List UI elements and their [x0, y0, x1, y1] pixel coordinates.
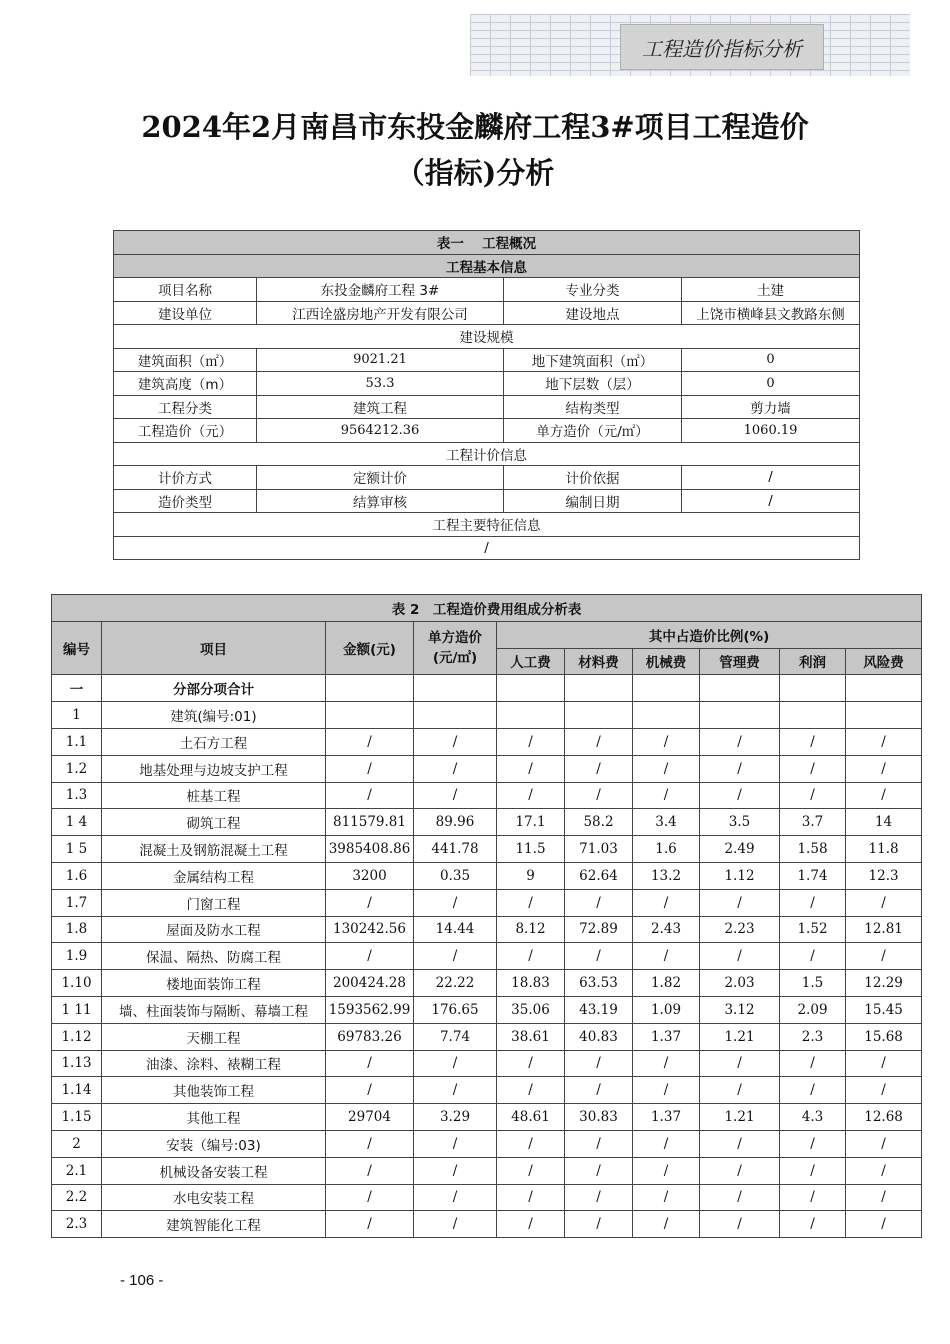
field-value: /	[682, 466, 860, 490]
row-value: /	[633, 1184, 700, 1211]
row-value	[414, 702, 497, 729]
field-label: 项目名称	[114, 278, 257, 302]
page-number: - 106 -	[120, 1272, 164, 1289]
row-value: 1.21	[700, 1104, 780, 1131]
row-number: 2.1	[52, 1157, 102, 1184]
row-value: 30.83	[565, 1104, 633, 1131]
row-item-name: 桩基工程	[102, 782, 326, 809]
overview-row	[114, 301, 860, 325]
row-value: /	[565, 943, 633, 970]
row-value: /	[780, 1211, 846, 1238]
row-value: /	[497, 1077, 565, 1104]
field-value: 江西诠盛房地产开发有限公司	[257, 301, 504, 325]
field-value: 上饶市横峰县文教路东侧	[682, 301, 860, 325]
row-value: 1.82	[633, 970, 700, 997]
row-value: /	[414, 782, 497, 809]
field-value: 9021.21	[257, 348, 504, 372]
row-value: 2.3	[780, 1023, 846, 1050]
row-value: /	[326, 1050, 414, 1077]
row-value: 11.8	[846, 836, 922, 863]
row-value: /	[414, 1050, 497, 1077]
row-value: 176.65	[414, 996, 497, 1023]
row-number: 2.3	[52, 1211, 102, 1238]
row-value: /	[780, 943, 846, 970]
row-number: 一	[52, 675, 102, 702]
row-value: /	[846, 1211, 922, 1238]
row-value: 11.5	[497, 836, 565, 863]
row-value: /	[700, 1211, 780, 1238]
table-row	[52, 1077, 922, 1104]
field-value: 53.3	[257, 372, 504, 396]
row-value: 18.83	[497, 970, 565, 997]
row-value: 9	[497, 862, 565, 889]
row-value: /	[414, 1184, 497, 1211]
row-item-name: 其他装饰工程	[102, 1077, 326, 1104]
row-value: /	[497, 1130, 565, 1157]
table1-basic-info-header: 工程基本信息	[114, 254, 860, 278]
row-value: /	[326, 889, 414, 916]
table-row	[52, 1130, 922, 1157]
row-value: /	[326, 728, 414, 755]
field-label: 造价类型	[114, 489, 257, 513]
row-value: 38.61	[497, 1023, 565, 1050]
row-number: 1.14	[52, 1077, 102, 1104]
col-header-item: 项目	[102, 621, 326, 675]
row-value: /	[414, 943, 497, 970]
row-number: 1 4	[52, 809, 102, 836]
field-label: 专业分类	[504, 278, 682, 302]
row-item-name: 分部分项合计	[102, 675, 326, 702]
row-value: /	[780, 755, 846, 782]
row-number: 2.2	[52, 1184, 102, 1211]
row-value: 1.74	[780, 862, 846, 889]
row-item-name: 金属结构工程	[102, 862, 326, 889]
table-row	[52, 889, 922, 916]
row-value: /	[497, 1157, 565, 1184]
row-value	[846, 702, 922, 729]
col-header-risk: 风险费	[846, 648, 922, 675]
field-label: 建设单位	[114, 301, 257, 325]
project-overview-table	[113, 230, 860, 560]
row-number: 1.13	[52, 1050, 102, 1077]
row-value: 1593562.99	[326, 996, 414, 1023]
row-value: 2.43	[633, 916, 700, 943]
row-item-name: 砌筑工程	[102, 809, 326, 836]
table-row	[52, 675, 922, 702]
row-value: /	[414, 889, 497, 916]
row-value: /	[846, 728, 922, 755]
row-item-name: 地基处理与边坡支护工程	[102, 755, 326, 782]
row-value: /	[414, 1077, 497, 1104]
row-value: 35.06	[497, 996, 565, 1023]
row-value: /	[497, 755, 565, 782]
row-value: 89.96	[414, 809, 497, 836]
row-value: /	[497, 943, 565, 970]
row-value: /	[633, 755, 700, 782]
row-value: /	[497, 782, 565, 809]
row-number: 1.6	[52, 862, 102, 889]
row-value: /	[846, 1184, 922, 1211]
row-value: 3.12	[700, 996, 780, 1023]
field-label: 工程分类	[114, 395, 257, 419]
row-item-name: 门窗工程	[102, 889, 326, 916]
row-value: 3.5	[700, 809, 780, 836]
row-number: 1	[52, 702, 102, 729]
unit-cost-label: 单方造价	[428, 630, 482, 647]
table-row	[52, 943, 922, 970]
field-label: 建设地点	[504, 301, 682, 325]
field-label: 计价方式	[114, 466, 257, 490]
row-value	[565, 675, 633, 702]
row-value: /	[846, 782, 922, 809]
row-value	[780, 702, 846, 729]
col-header-no: 编号	[52, 621, 102, 675]
row-value: /	[497, 1211, 565, 1238]
table-row	[52, 782, 922, 809]
row-value: /	[326, 1184, 414, 1211]
row-value	[497, 702, 565, 729]
row-value: 71.03	[565, 836, 633, 863]
row-item-name: 机械设备安装工程	[102, 1157, 326, 1184]
table-row	[52, 702, 922, 729]
row-value: 3985408.86	[326, 836, 414, 863]
row-value: /	[497, 1184, 565, 1211]
row-value	[633, 675, 700, 702]
row-value: /	[633, 728, 700, 755]
overview-row	[114, 395, 860, 419]
col-header-material: 材料费	[565, 648, 633, 675]
row-value: /	[700, 1050, 780, 1077]
col-header-management: 管理费	[700, 648, 780, 675]
row-value: 72.89	[565, 916, 633, 943]
row-value	[700, 675, 780, 702]
col-header-profit: 利润	[780, 648, 846, 675]
row-value: 43.19	[565, 996, 633, 1023]
row-value	[633, 702, 700, 729]
row-value: /	[326, 782, 414, 809]
row-number: 1.12	[52, 1023, 102, 1050]
col-header-amount: 金额(元)	[326, 621, 414, 675]
row-value: 29704	[326, 1104, 414, 1131]
row-item-name: 土石方工程	[102, 728, 326, 755]
row-number: 1.2	[52, 755, 102, 782]
table-row	[52, 996, 922, 1023]
row-value: /	[633, 1050, 700, 1077]
col-header-ratio: 其中占造价比例(%)	[497, 621, 922, 648]
row-value: /	[414, 755, 497, 782]
row-value	[326, 702, 414, 729]
table1-scale-header: 建设规模	[114, 325, 860, 349]
row-number: 1.15	[52, 1104, 102, 1131]
row-value: /	[700, 1130, 780, 1157]
row-value: /	[565, 1184, 633, 1211]
row-value: /	[565, 1050, 633, 1077]
row-value: /	[633, 782, 700, 809]
row-value: /	[700, 782, 780, 809]
table-row	[52, 1104, 922, 1131]
row-value: 14.44	[414, 916, 497, 943]
row-value: 14	[846, 809, 922, 836]
overview-row	[114, 278, 860, 302]
row-value: /	[326, 1130, 414, 1157]
row-value: /	[700, 1157, 780, 1184]
row-value: 62.64	[565, 862, 633, 889]
table-row	[52, 862, 922, 889]
row-value: /	[700, 889, 780, 916]
table-row	[52, 836, 922, 863]
row-value	[700, 702, 780, 729]
field-value: 0	[682, 348, 860, 372]
row-value: 1.6	[633, 836, 700, 863]
table-row	[52, 728, 922, 755]
row-value: /	[780, 728, 846, 755]
row-value	[326, 675, 414, 702]
row-value: 3200	[326, 862, 414, 889]
field-value: 结算审核	[257, 489, 504, 513]
row-value: /	[565, 728, 633, 755]
row-value: /	[565, 1211, 633, 1238]
overview-row	[114, 466, 860, 490]
row-value: /	[780, 889, 846, 916]
table-row	[52, 1023, 922, 1050]
row-value: /	[846, 1130, 922, 1157]
row-value: /	[633, 1157, 700, 1184]
row-value: 1.12	[700, 862, 780, 889]
row-value: 3.29	[414, 1104, 497, 1131]
row-value: /	[780, 1077, 846, 1104]
row-number: 1.8	[52, 916, 102, 943]
row-value: /	[565, 1130, 633, 1157]
row-number: 1.7	[52, 889, 102, 916]
row-value: 200424.28	[326, 970, 414, 997]
overview-row	[114, 489, 860, 513]
row-value: /	[497, 728, 565, 755]
page-title-line1: 2024年2月南昌市东投金麟府工程3#项目工程造价	[141, 110, 809, 144]
row-value: /	[326, 755, 414, 782]
row-value: /	[497, 889, 565, 916]
row-value: /	[326, 943, 414, 970]
field-label: 建筑面积（㎡）	[114, 348, 257, 372]
field-label: 建筑高度（m）	[114, 372, 257, 396]
row-value: 2.23	[700, 916, 780, 943]
row-value: 0.35	[414, 862, 497, 889]
table1-pricing-header: 工程计价信息	[114, 442, 860, 466]
row-value: 2.09	[780, 996, 846, 1023]
field-value: 9564212.36	[257, 419, 504, 443]
col-header-labor: 人工费	[497, 648, 565, 675]
row-value: /	[414, 1211, 497, 1238]
row-value: /	[414, 728, 497, 755]
row-value: /	[414, 1130, 497, 1157]
row-value: 4.3	[780, 1104, 846, 1131]
page-title-line2: （指标)分析	[395, 156, 555, 190]
row-value	[414, 675, 497, 702]
table-row	[52, 970, 922, 997]
table2-caption: 表 2 工程造价费用组成分析表	[52, 595, 922, 622]
row-value: /	[846, 755, 922, 782]
row-value: /	[780, 782, 846, 809]
row-value: 1.5	[780, 970, 846, 997]
field-label: 编制日期	[504, 489, 682, 513]
row-number: 1.9	[52, 943, 102, 970]
row-value: 15.45	[846, 996, 922, 1023]
row-item-name: 安装（编号:03)	[102, 1130, 326, 1157]
row-value: /	[633, 943, 700, 970]
row-item-name: 天棚工程	[102, 1023, 326, 1050]
field-value: 0	[682, 372, 860, 396]
row-item-name: 混凝土及钢筋混凝土工程	[102, 836, 326, 863]
field-value: 建筑工程	[257, 395, 504, 419]
row-value: 40.83	[565, 1023, 633, 1050]
table-row	[52, 916, 922, 943]
field-label: 地下层数（层）	[504, 372, 682, 396]
row-value: /	[700, 1077, 780, 1104]
row-value: /	[565, 782, 633, 809]
row-value: /	[565, 1157, 633, 1184]
row-value: 48.61	[497, 1104, 565, 1131]
field-label: 结构类型	[504, 395, 682, 419]
table1-features-header: 工程主要特征信息	[114, 513, 860, 537]
row-value: /	[497, 1050, 565, 1077]
row-value: /	[565, 1077, 633, 1104]
row-value: /	[846, 889, 922, 916]
row-value: 1.37	[633, 1023, 700, 1050]
row-item-name: 油漆、涂料、裱糊工程	[102, 1050, 326, 1077]
row-value: 58.2	[565, 809, 633, 836]
row-value: /	[565, 889, 633, 916]
table1-features-value: /	[114, 536, 860, 560]
field-value: 定额计价	[257, 466, 504, 490]
row-value: /	[633, 1077, 700, 1104]
row-value	[846, 675, 922, 702]
row-value: /	[846, 1050, 922, 1077]
row-value: /	[780, 1157, 846, 1184]
field-label: 工程造价（元）	[114, 419, 257, 443]
row-value: /	[700, 728, 780, 755]
row-value: 441.78	[414, 836, 497, 863]
row-number: 1.10	[52, 970, 102, 997]
col-header-machinery: 机械费	[633, 648, 700, 675]
row-number: 2	[52, 1130, 102, 1157]
cost-composition-table	[51, 594, 922, 1238]
row-number: 1.1	[52, 728, 102, 755]
row-value: 17.1	[497, 809, 565, 836]
row-value: 1.52	[780, 916, 846, 943]
row-value: 1.21	[700, 1023, 780, 1050]
row-number: 1.3	[52, 782, 102, 809]
row-value: 22.22	[414, 970, 497, 997]
field-value: 剪力墙	[682, 395, 860, 419]
row-value: 1.58	[780, 836, 846, 863]
table-row	[52, 1211, 922, 1238]
field-value: 1060.19	[682, 419, 860, 443]
table-row	[52, 1184, 922, 1211]
row-value: 12.29	[846, 970, 922, 997]
unit-cost-unit: (元/㎡)	[432, 650, 478, 667]
row-value: /	[846, 943, 922, 970]
row-value: /	[780, 1130, 846, 1157]
field-label: 计价依据	[504, 466, 682, 490]
col-header-unit-cost	[414, 621, 497, 675]
row-item-name: 水电安装工程	[102, 1184, 326, 1211]
row-item-name: 屋面及防水工程	[102, 916, 326, 943]
row-value: /	[700, 943, 780, 970]
row-value: 2.49	[700, 836, 780, 863]
field-value: 土建	[682, 278, 860, 302]
row-number: 1 11	[52, 996, 102, 1023]
row-value: /	[414, 1157, 497, 1184]
row-value: /	[700, 1184, 780, 1211]
row-value: 3.4	[633, 809, 700, 836]
row-value: 7.74	[414, 1023, 497, 1050]
row-value: 63.53	[565, 970, 633, 997]
row-value: 12.68	[846, 1104, 922, 1131]
row-value: 2.03	[700, 970, 780, 997]
row-value: /	[565, 755, 633, 782]
field-value: 东投金麟府工程 3#	[257, 278, 504, 302]
table1-caption: 表一 工程概况	[114, 231, 860, 255]
overview-row	[114, 348, 860, 372]
row-item-name: 楼地面装饰工程	[102, 970, 326, 997]
row-value: 12.81	[846, 916, 922, 943]
row-item-name: 保温、隔热、防腐工程	[102, 943, 326, 970]
row-value: /	[633, 1211, 700, 1238]
row-value: 12.3	[846, 862, 922, 889]
row-value: /	[780, 1184, 846, 1211]
row-value: /	[326, 1077, 414, 1104]
row-value: 8.12	[497, 916, 565, 943]
row-value: 130242.56	[326, 916, 414, 943]
row-value: 15.68	[846, 1023, 922, 1050]
row-value: /	[846, 1077, 922, 1104]
field-label: 地下建筑面积（㎡）	[504, 348, 682, 372]
table-row	[52, 1157, 922, 1184]
row-item-name: 墙、柱面装饰与隔断、幕墙工程	[102, 996, 326, 1023]
row-value: /	[633, 1130, 700, 1157]
row-value	[497, 675, 565, 702]
row-value: /	[326, 1211, 414, 1238]
row-value: 811579.81	[326, 809, 414, 836]
field-value: /	[682, 489, 860, 513]
row-item-name: 建筑智能化工程	[102, 1211, 326, 1238]
section-tag: 工程造价指标分析	[620, 24, 824, 70]
row-value	[780, 675, 846, 702]
table-row	[52, 809, 922, 836]
row-value: /	[780, 1050, 846, 1077]
row-value	[565, 702, 633, 729]
table-row	[52, 755, 922, 782]
table-row	[52, 1050, 922, 1077]
row-value: 13.2	[633, 862, 700, 889]
row-value: 3.7	[780, 809, 846, 836]
row-item-name: 建筑(编号:01)	[102, 702, 326, 729]
row-value: 1.37	[633, 1104, 700, 1131]
row-number: 1 5	[52, 836, 102, 863]
row-value: /	[633, 889, 700, 916]
row-value: /	[326, 1157, 414, 1184]
row-item-name: 其他工程	[102, 1104, 326, 1131]
overview-row	[114, 372, 860, 396]
row-value: 69783.26	[326, 1023, 414, 1050]
overview-row	[114, 419, 860, 443]
row-value: 1.09	[633, 996, 700, 1023]
row-value: /	[846, 1157, 922, 1184]
row-value: /	[700, 755, 780, 782]
field-label: 单方造价（元/㎡）	[504, 419, 682, 443]
